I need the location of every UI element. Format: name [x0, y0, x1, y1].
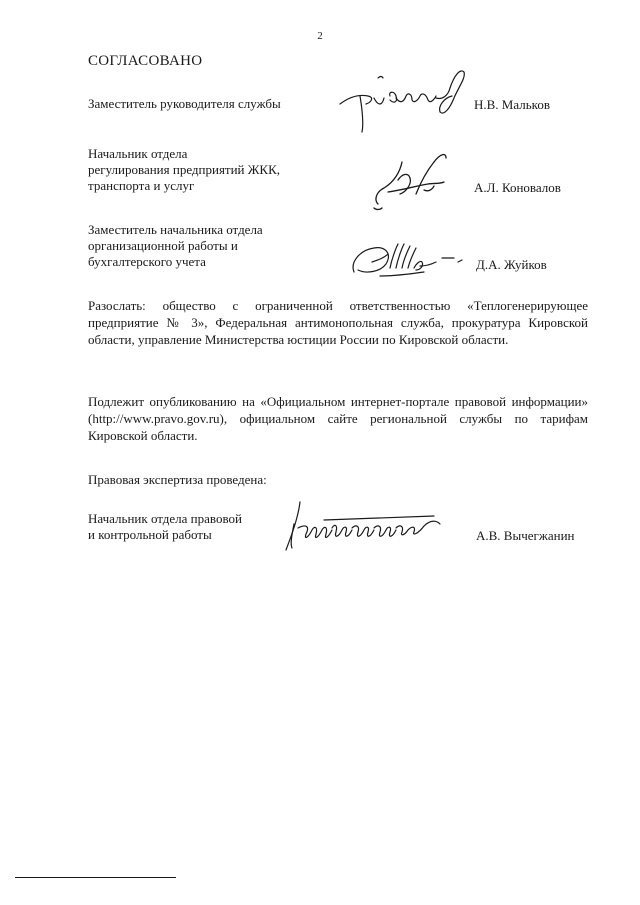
signatory-name: Д.А. Жуйков [476, 257, 547, 272]
publication-paragraph: Подлежит опубликованию на «Официальном интернет-портале правовой информации» (http://www.pravo.gov.ru), официальном сайте региональной службы по тарифам Кировской области. [88, 394, 588, 443]
signatory-name: А.Л. Коновалов [474, 180, 561, 195]
signatory-position: Заместитель начальника отдела организационной работы и бухгалтерского учета [88, 222, 263, 269]
legal-signatory-name: А.В. Вычегжанин [476, 528, 575, 543]
footnote-divider [15, 877, 176, 878]
signatory-position: Начальник отдела регулирования предприятий ЖКК, транспорта и услуг [88, 146, 281, 193]
signatory-position: Заместитель руководителя службы [88, 96, 281, 111]
signatory-name: Н.В. Мальков [474, 97, 550, 112]
handwritten-signature [350, 238, 468, 280]
handwritten-signature [284, 498, 444, 558]
handwritten-signature [338, 66, 473, 141]
handwritten-signature [368, 150, 458, 212]
legal-signatory-position: Начальник отдела правовой и контрольной работы [88, 511, 242, 542]
legal-review-note: Правовая экспертиза проведена: [88, 472, 267, 487]
page-number: 2 [317, 30, 323, 42]
approval-heading: СОГЛАСОВАНО [88, 53, 203, 69]
distribution-paragraph: Разослать: общество с ограниченной ответственностью «Теплогенерирующее предприятие № 3», Федеральная антимонопольная служба, прокуратура Кировской области, управление Министерства юстиции России по Кировской области. [88, 298, 588, 347]
